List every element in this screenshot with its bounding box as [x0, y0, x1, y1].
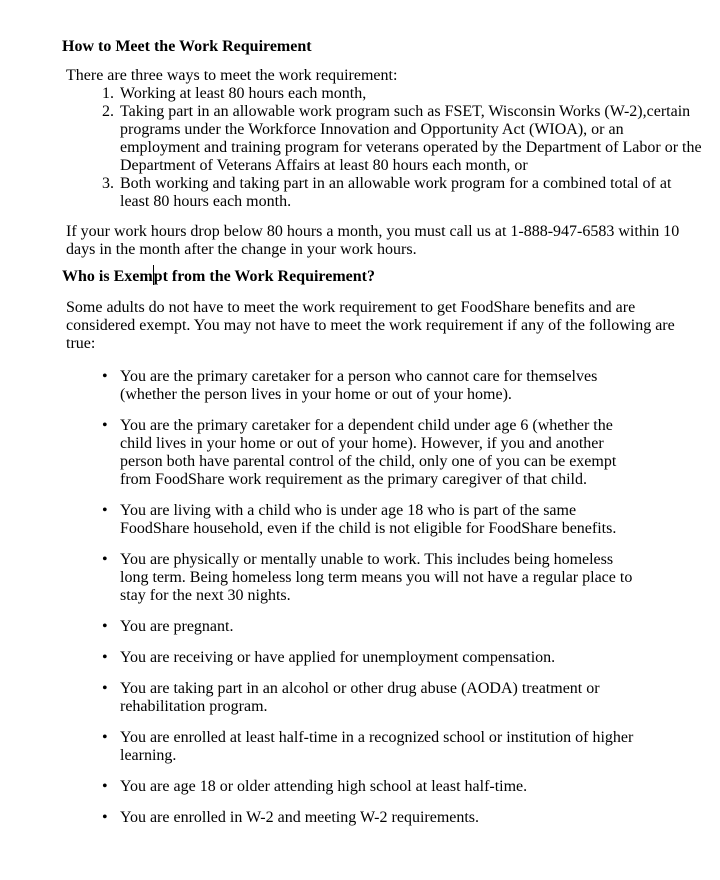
numbered-list-item[interactable]	[62, 175, 706, 211]
bullet-item-text: You are living with a child who is under age 18 who is part of the same FoodShare household, even if the child is not eligible for FoodShare benefits.	[120, 502, 617, 537]
section-heading-how-to-meet[interactable]	[62, 37, 706, 56]
bullet-item-text: You are physically or mentally unable to work. This includes being homeless long term. Being homeless long term means you will not have a regular place to stay for the next 30 nights.	[120, 551, 633, 604]
list-item-text: Working at least 80 hours each month,	[120, 85, 367, 102]
heading-text-before-caret: Who is Exem	[62, 268, 153, 285]
bullet-list-item[interactable]	[62, 618, 706, 636]
bullet-marker: •	[102, 809, 108, 826]
bullet-list-exemptions	[62, 368, 706, 827]
bullet-item-text: You are age 18 or older attending high school at least half-time.	[120, 778, 528, 795]
paragraph-text: If your work hours drop below 80 hours a month, you must call us at 1-888-947-6583 within 10 days in the month after the change in your work hours.	[66, 223, 680, 258]
list-item-text: Both working and taking part in an allowable work program for a combined total of at least 80 hours each month.	[120, 175, 672, 210]
bullet-marker: •	[102, 729, 108, 746]
numbered-list-item[interactable]	[62, 103, 706, 175]
paragraph-exempt-intro[interactable]	[66, 299, 706, 353]
bullet-list-item[interactable]	[62, 502, 706, 538]
bullet-list-item[interactable]	[62, 680, 706, 716]
bullet-list-item[interactable]	[62, 649, 706, 667]
bullet-item-text: You are pregnant.	[120, 618, 234, 635]
bullet-item-text: You are enrolled at least half-time in a recognized school or institution of higher learning.	[120, 729, 634, 764]
bullet-list-item[interactable]	[62, 368, 706, 404]
bullet-marker: •	[102, 680, 108, 697]
bullet-list-item[interactable]	[62, 729, 706, 765]
bullet-marker: •	[102, 368, 108, 385]
paragraph-three-ways-intro[interactable]	[66, 67, 706, 85]
numbered-list-work-requirement	[62, 85, 706, 211]
bullet-item-text: You are the primary caretaker for a person who cannot care for themselves (whether the person lives in your home or out of your home).	[120, 368, 598, 403]
bullet-item-text: You are enrolled in W-2 and meeting W-2 requirements.	[120, 809, 480, 826]
list-number: 2.	[102, 103, 114, 120]
bullet-item-text: You are taking part in an alcohol or other drug abuse (AODA) treatment or rehabilitation program.	[120, 680, 600, 715]
numbered-list-item[interactable]	[62, 85, 706, 103]
bullet-marker: •	[102, 618, 108, 635]
list-number: 3.	[102, 175, 114, 192]
heading-text: How to Meet the Work Requirement	[62, 38, 312, 55]
bullet-list-item[interactable]	[62, 417, 706, 489]
section-heading-who-is-exempt[interactable]	[62, 265, 706, 286]
list-number: 1.	[102, 85, 114, 102]
bullet-item-text: You are receiving or have applied for unemployment compensation.	[120, 649, 556, 666]
bullet-marker: •	[102, 778, 108, 795]
paragraph-text: There are three ways to meet the work requirement:	[66, 67, 398, 84]
paragraph-text: Some adults do not have to meet the work requirement to get FoodShare benefits and are considered exempt. You may not have to meet the work requirement if any of the following are true:	[66, 299, 675, 352]
bullet-list-item[interactable]	[62, 809, 706, 827]
list-item-text: Taking part in an allowable work program such as FSET, Wisconsin Works (W-2),certain programs under the Workforce Innovation and Opportunity Act (WIOA), or an employment and training program for veterans operated by the Department of Labor or the Department of Veterans Affairs at least 80 hours each month, or	[120, 103, 702, 174]
paragraph-call-us-note[interactable]	[66, 223, 706, 259]
bullet-list-item[interactable]	[62, 778, 706, 796]
bullet-item-text: You are the primary caretaker for a dependent child under age 6 (whether the child lives in your home or out of your home). However, if you and another person both have parental control of the child, only one of you can be exempt from FoodShare work requirement as the primary caregiver of that child.	[120, 417, 617, 488]
bullet-marker: •	[102, 502, 108, 519]
bullet-marker: •	[102, 417, 108, 434]
heading-text-after-caret: pt from the Work Requirement?	[153, 268, 375, 285]
bullet-marker: •	[102, 649, 108, 666]
bullet-marker: •	[102, 551, 108, 568]
bullet-list-item[interactable]	[62, 551, 706, 605]
